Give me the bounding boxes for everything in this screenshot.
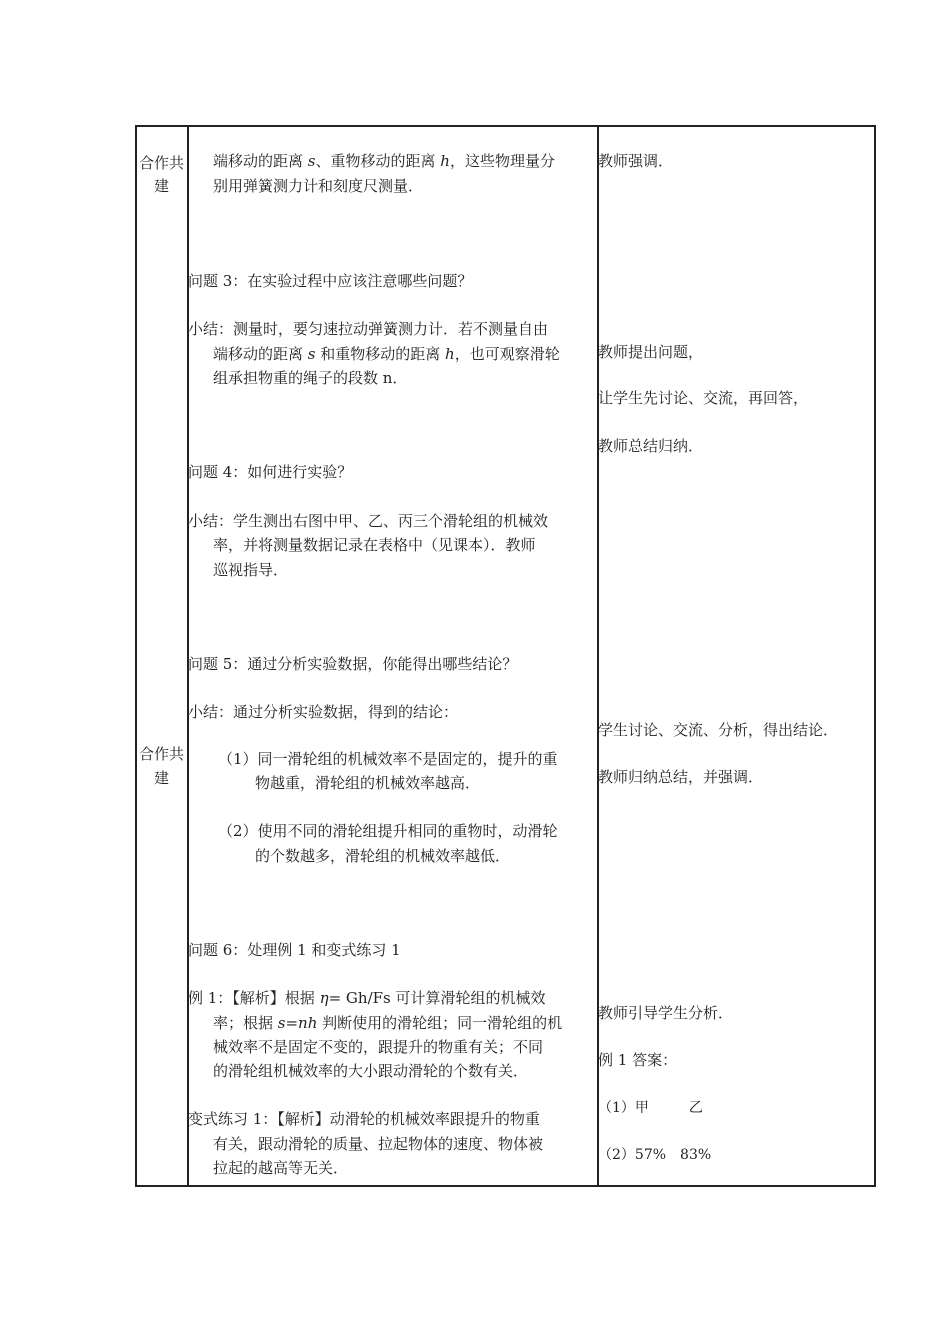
example-1-line1: 例 1：【解析】根据 η= Gh/Fs 可计算滑轮组的机械效 [188, 989, 546, 1007]
section-label-mid-line2: 建 [154, 769, 170, 787]
paragraph-1-line1: 端移动的距离 s、重物移动的距离 h，这些物理量分 [213, 152, 555, 170]
conclusion-2-line1: （2）使用不同的滑轮组提升相同的重物时，动滑轮 [218, 822, 558, 840]
conclusion-1-line2: 物越重，滑轮组的机械效率越高． [255, 774, 481, 792]
activity-students-conclude: 学生讨论、交流、分析，得出结论． [598, 721, 839, 739]
example-1-line3: 械效率不是固定不变的，跟提升的物重有关；不同 [213, 1038, 544, 1056]
summary-3-line3: 组承担物重的绳子的段数 n． [213, 369, 408, 387]
question-3: 问题 3：在实验过程中应该注意哪些问题？ [188, 272, 473, 290]
answer-2: （2）57% 83% [598, 1147, 712, 1163]
question-5: 问题 5：通过分析实验数据，你能得出哪些结论？ [188, 655, 518, 673]
variant-1-line1: 变式练习 1：【解析】动滑轮的机械效率跟提升的物重 [188, 1110, 540, 1128]
section-label-top-line2: 建 [154, 177, 170, 195]
section-label-top-line1: 合作共 [139, 154, 185, 172]
activity-emphasize: 教师强调． [598, 152, 674, 170]
question-6: 问题 6：处理例 1 和变式练习 1 [188, 941, 401, 959]
conclusion-1-line1: （1）同一滑轮组的机械效率不是固定的，提升的重 [218, 750, 558, 768]
activity-guide-analysis: 教师引导学生分析． [598, 1004, 734, 1022]
paragraph-1-line2: 别用弹簧测力计和刻度尺测量． [213, 177, 424, 195]
answer-1: （1）甲 乙 [598, 1100, 703, 1116]
question-4: 问题 4：如何进行实验？ [188, 463, 353, 481]
summary-3-line2: 端移动的距离 s 和重物移动的距离 h，也可观察滑轮 [213, 345, 560, 363]
summary-3-line1: 小结：测量时，要匀速拉动弹簧测力计．若不测量自由 [188, 320, 549, 338]
summary-4-line3: 巡视指导． [213, 561, 289, 579]
example-1-line2: 率；根据 s=nh 判断使用的滑轮组；同一滑轮组的机 [213, 1014, 563, 1032]
example-1-line4: 的滑轮组机械效率的大小跟动滑轮的个数有关． [213, 1062, 529, 1080]
example-1-answer-heading: 例 1 答案： [598, 1051, 678, 1069]
variant-1-line2: 有关，跟动滑轮的质量、拉起物体的速度、物体被 [213, 1135, 544, 1153]
activity-teacher-summarize: 教师归纳总结，并强调． [598, 768, 764, 786]
summary-5-line1: 小结：通过分析实验数据，得到的结论： [188, 703, 459, 721]
activity-summarize: 教师总结归纳． [598, 437, 704, 455]
conclusion-2-line2: 的个数越多，滑轮组的机械效率越低． [255, 847, 511, 865]
summary-4-line2: 率，并将测量数据记录在表格中（见课本）．教师 [213, 536, 536, 554]
column-divider-2 [597, 127, 599, 1185]
activity-raise-question: 教师提出问题， [598, 343, 704, 361]
section-label-mid-line1: 合作共 [139, 745, 185, 763]
variant-1-line3: 拉起的越高等无关． [213, 1159, 349, 1177]
activity-discuss: 让学生先讨论、交流，再回答， [598, 389, 809, 407]
summary-4-line1: 小结：学生测出右图中甲、乙、丙三个滑轮组的机械效 [188, 512, 549, 530]
